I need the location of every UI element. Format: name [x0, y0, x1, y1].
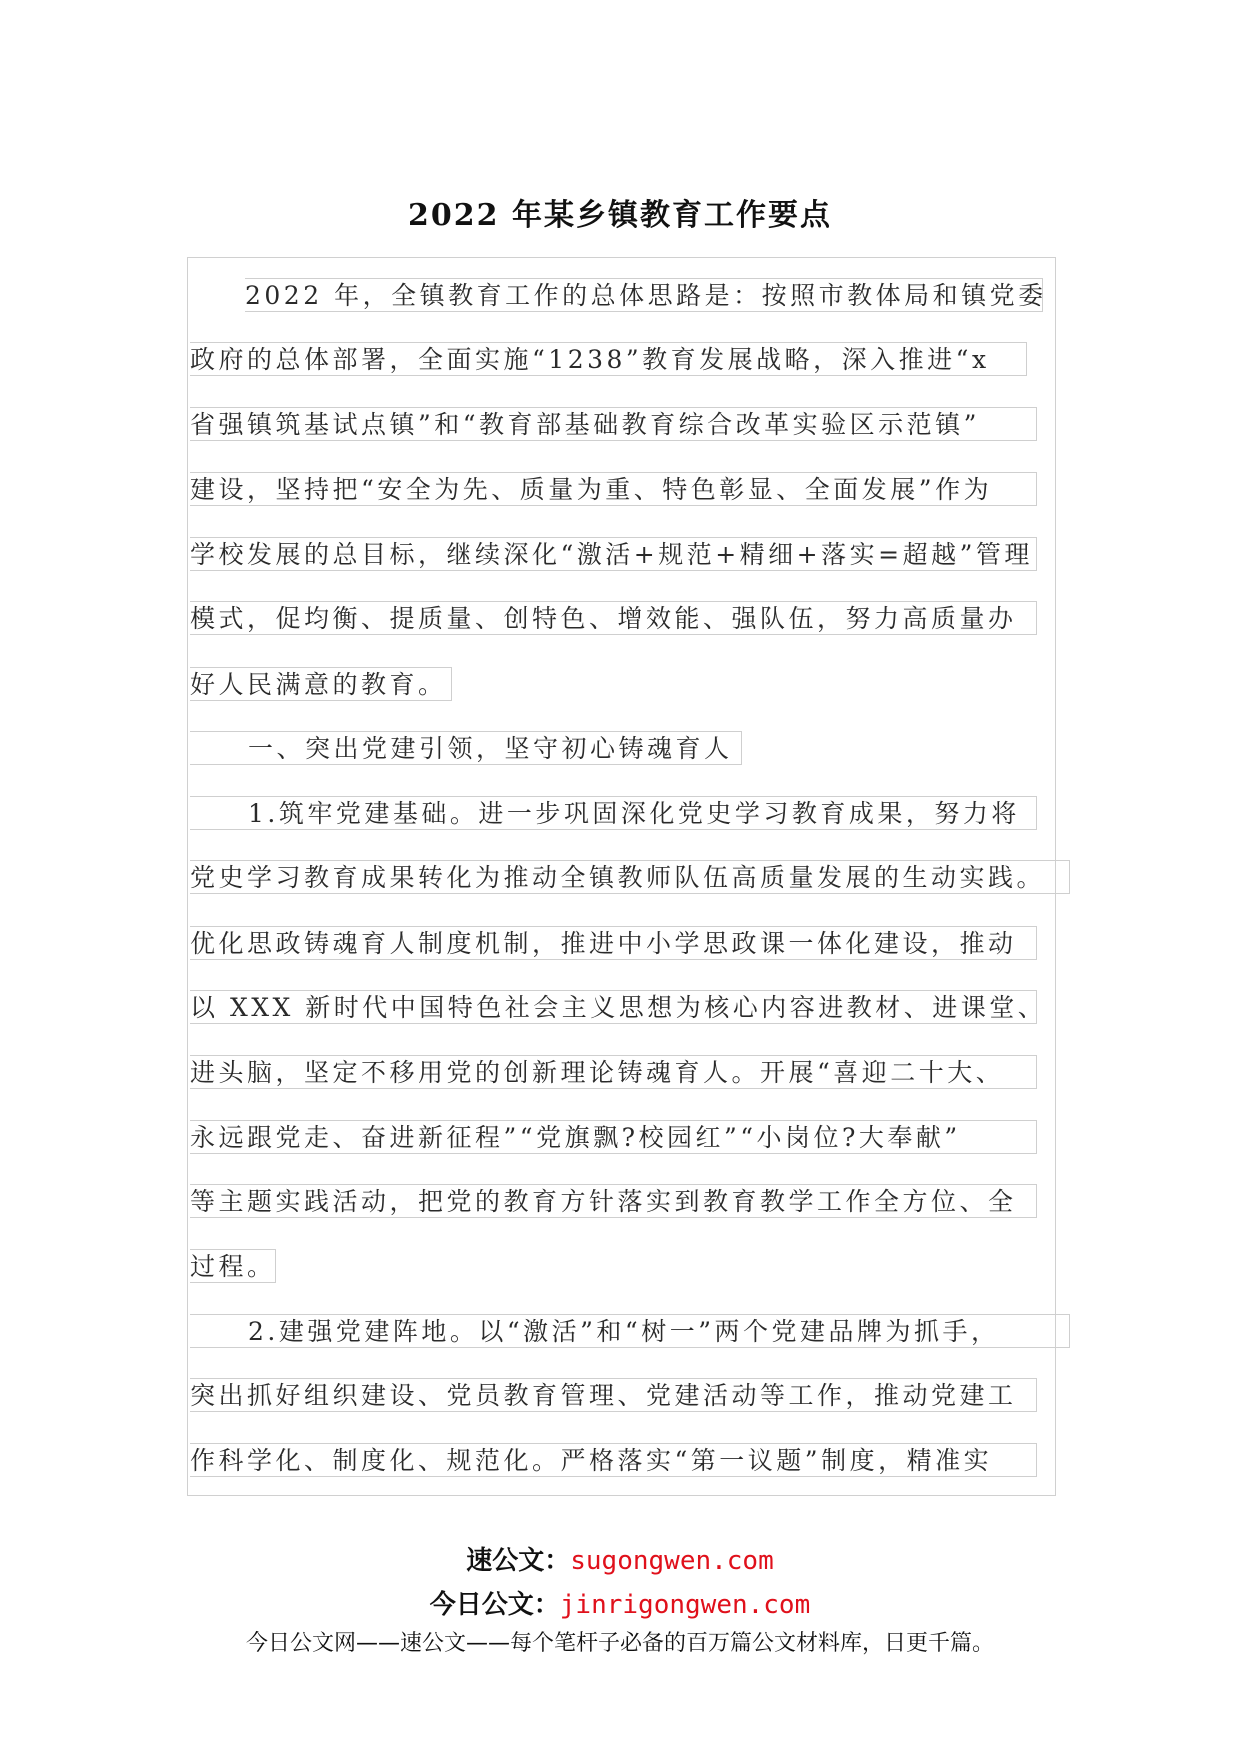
footer-slogan: 今日公文网——速公文——每个笔杆子必备的百万篇公文材料库，日更千篇。 [245, 1631, 994, 1656]
text-line: 以 XXX 新时代中国特色社会主义思想为核心内容进教材、进课堂、 [190, 990, 1037, 1024]
footer-label: 今日公文： [429, 1590, 560, 1620]
text-line: 进头脑，坚定不移用党的创新理论铸魂育人。开展“喜迎二十大、 [190, 1055, 1037, 1089]
text-line: 省强镇筑基试点镇”和“教育部基础教育综合改革实验区示范镇” [190, 407, 1037, 441]
footer-sugongwen [0, 1540, 1240, 1577]
text-line: 2.建强党建阵地。以“激活”和“树一”两个党建品牌为抓手， [190, 1314, 1070, 1348]
text-line: 学校发展的总目标，继续深化“激活+规范+精细+落实=超越”管理 [190, 537, 1037, 571]
text-line: 等主题实践活动，把党的教育方针落实到教育教学工作全方位、全 [190, 1184, 1037, 1218]
text-line: 1.筑牢党建基础。进一步巩固深化党史学习教育成果，努力将 [190, 796, 1037, 830]
text-line: 建设，坚持把“安全为先、质量为重、特色彰显、全面发展”作为 [190, 472, 1037, 506]
text-line: 模式，促均衡、提质量、创特色、增效能、强队伍，努力高质量办 [190, 601, 1037, 635]
text-line: 过程。 [190, 1249, 276, 1283]
text-line: 优化思政铸魂育人制度机制，推进中小学思政课一体化建设，推动 [190, 926, 1037, 960]
section-heading: 一、突出党建引领，坚守初心铸魂育人 [190, 731, 742, 765]
footer-label: 速公文： [466, 1546, 571, 1576]
footer-link[interactable]: jinrigongwen.com [559, 1590, 811, 1620]
text-line: 作科学化、制度化、规范化。严格落实“第一议题”制度，精准实 [190, 1443, 1037, 1477]
text-line: 政府的总体部署，全面实施“1238”教育发展战略，深入推进“x [190, 342, 1027, 376]
document-title: 2022 年某乡镇教育工作要点 [408, 198, 832, 233]
footer-jinrigongwen [0, 1584, 1240, 1621]
text-line: 突出抓好组织建设、党员教育管理、党建活动等工作，推动党建工 [190, 1378, 1037, 1412]
text-line: 永远跟党走、奋进新征程”“党旗飘?校园红”“小岗位?大奉献” [190, 1120, 1037, 1154]
text-line: 好人民满意的教育。 [190, 667, 452, 701]
text-line: 党史学习教育成果转化为推动全镇教师队伍高质量发展的生动实践。 [190, 860, 1070, 894]
footer-link[interactable]: sugongwen.com [570, 1546, 774, 1576]
text-line: 2022 年，全镇教育工作的总体思路是：按照市教体局和镇党委 [245, 278, 1043, 312]
